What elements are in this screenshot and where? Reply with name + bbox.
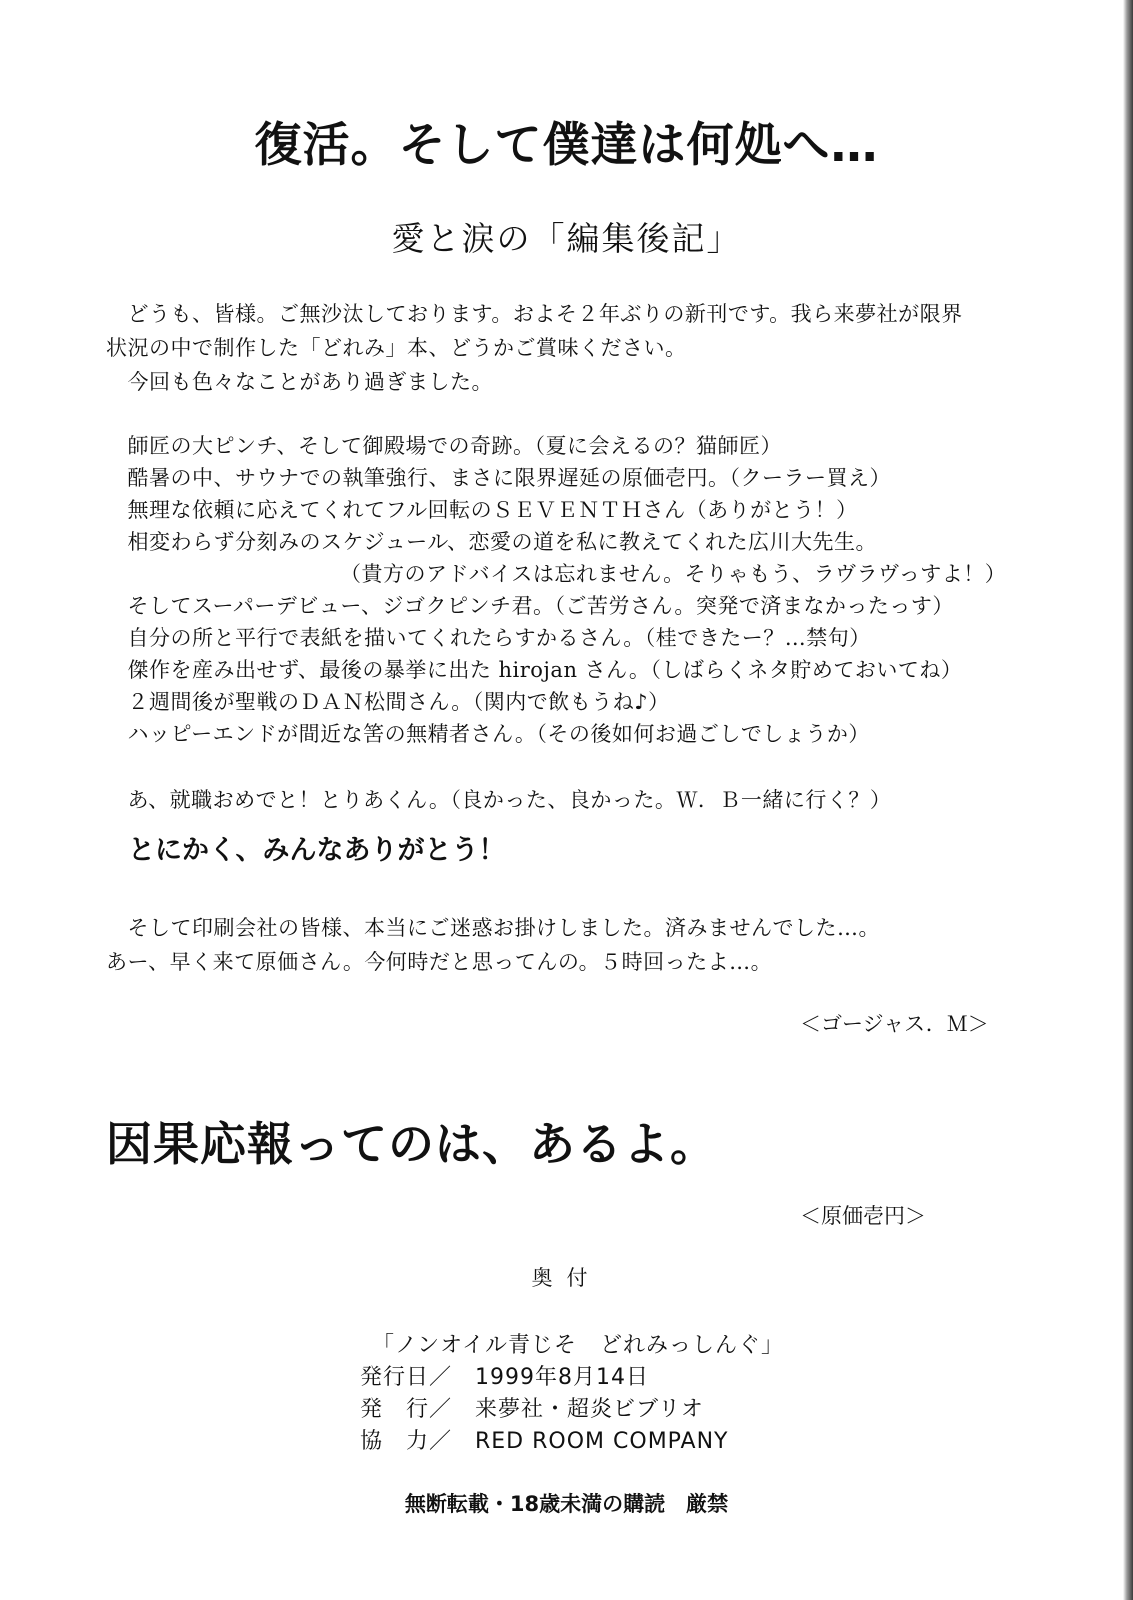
thanks-line-6: そしてスーパーデビュー、ジゴクピンチ君。（ご苦労さん。突発で済まなかったっす） bbox=[106, 594, 954, 618]
thanks-line-5: （貴方のアドバイスは忘れません。そりゃもう、ラヴラヴっすよ！） bbox=[340, 562, 1007, 586]
colophon-heading: 奥付 bbox=[531, 1266, 602, 1290]
colophon-cooperation: 協 力／ RED ROOM COMPANY bbox=[360, 1429, 729, 1454]
page-title: 復活。そして僕達は何処へ… bbox=[254, 118, 879, 173]
shushoku-line: あ、就職おめでと！とりあくん。（良かった、良かった。Ｗ．Ｂ一緒に行く？） bbox=[106, 788, 892, 812]
intro-line-1: どうも、皆様。ご無沙汰しております。およそ２年ぶりの新刊です。我ら来夢社が限界 bbox=[106, 302, 963, 326]
closing-line-1: そして印刷会社の皆様、本当にご迷惑お掛けしました。済みませんでした…。 bbox=[106, 916, 880, 940]
colophon-publisher: 発 行／ 来夢社・超炎ビブリオ bbox=[360, 1397, 704, 1422]
copyright-notice: 無断転載・18歳未満の購読 厳禁 bbox=[404, 1492, 729, 1516]
colophon-book-title: 「ノンオイル青じそ どれみっしんぐ」 bbox=[372, 1333, 785, 1358]
thanks-line-7: 自分の所と平行で表紙を描いてくれたらすかるさん。（桂できたー？…禁句） bbox=[106, 626, 871, 650]
colophon-issue-date: 発行日／ 1999年8月14日 bbox=[360, 1365, 649, 1390]
thanks-line-1: 師匠の大ピンチ、そして御殿場での奇跡。（夏に会えるの？猫師匠） bbox=[106, 434, 783, 458]
thanks-emphasis: とにかく、みんなありがとう！ bbox=[128, 835, 506, 866]
signature-genka: ＜原価壱円＞ bbox=[800, 1204, 926, 1228]
karma-headline: 因果応報ってのは、あるよ。 bbox=[106, 1117, 717, 1171]
thanks-line-3: 無理な依頼に応えてくれてフル回転のＳＥＶＥＮＴＨさん（ありがとう！） bbox=[106, 498, 858, 522]
intro-line-2: 状況の中で制作した「どれみ」本、どうかご賞味ください。 bbox=[106, 336, 687, 360]
closing-line-2: あー、早く来て原価さん。今何時だと思ってんの。５時回ったよ…。 bbox=[106, 950, 773, 974]
thanks-line-8: 傑作を産み出せず、最後の暴挙に出た hirojan さん。（しばらくネタ貯めておいてね） bbox=[106, 658, 963, 682]
thanks-line-2: 酷暑の中、サウナでの執筆強行、まさに限界遅延の原価壱円。（クーラー買え） bbox=[106, 466, 891, 490]
thanks-line-9: ２週間後が聖戦のＤＡＮ松間さん。（関内で飲もうね♪） bbox=[106, 690, 670, 714]
thanks-line-10: ハッピーエンドが間近な筈の無精者さん。（その後如何お過ごしでしょうか） bbox=[106, 722, 870, 746]
thanks-line-4: 相変わらず分刻みのスケジュール、恋愛の道を私に教えてくれた広川大先生。 bbox=[106, 530, 878, 554]
page-subtitle: 愛と涙の「編集後記」 bbox=[391, 219, 742, 258]
signature-gorgeous-m: ＜ゴージャス．Ｍ＞ bbox=[800, 1012, 989, 1036]
intro-line-3: 今回も色々なことがあり過ぎました。 bbox=[106, 370, 493, 394]
